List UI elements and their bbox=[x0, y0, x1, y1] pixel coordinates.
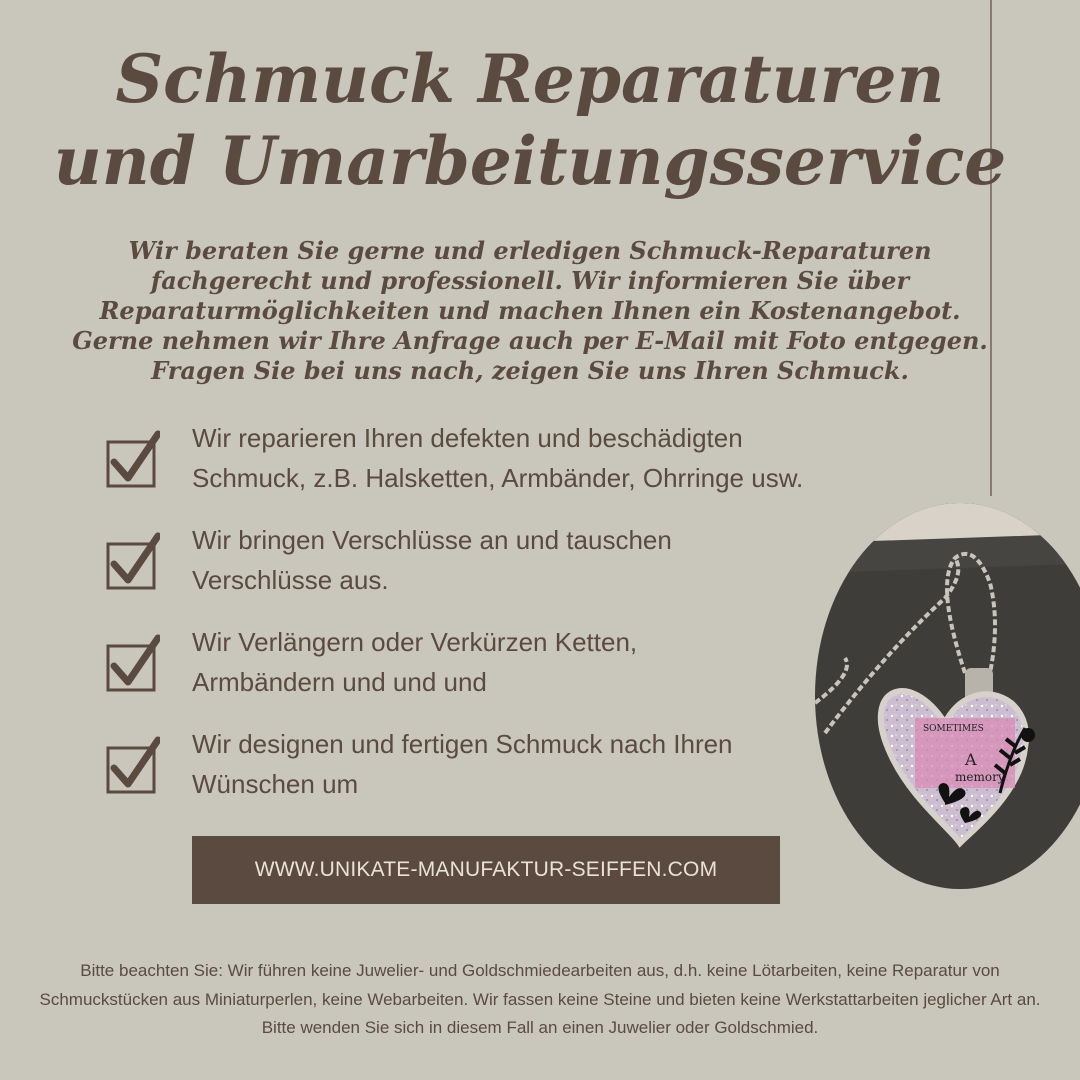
pendant-photo bbox=[815, 503, 1080, 889]
feature-line: Wir Verlängern oder Verkürzen Ketten, bbox=[192, 627, 638, 657]
feature-line: Schmuck, z.B. Halsketten, Armbänder, Ohrringe usw. bbox=[192, 463, 804, 493]
pendant-text: memory bbox=[955, 770, 1005, 784]
checkbox-checked-icon bbox=[106, 430, 160, 488]
list-item bbox=[106, 724, 826, 826]
feature-text bbox=[192, 724, 892, 804]
checkbox-checked-icon bbox=[106, 532, 160, 590]
list-item bbox=[106, 520, 826, 622]
feature-line: Verschlüsse aus. bbox=[192, 565, 389, 595]
pendant-text: A bbox=[965, 750, 977, 769]
feature-line: Wir designen und fertigen Schmuck nach Ihren bbox=[192, 729, 733, 759]
feature-text bbox=[192, 520, 892, 600]
list-item bbox=[106, 622, 826, 724]
page-title: Schmuck Reparaturen und Umarbeitungsservice bbox=[53, 40, 1007, 200]
feature-line: Wünschen um bbox=[192, 769, 359, 799]
checkbox-checked-icon bbox=[106, 736, 160, 794]
feature-text bbox=[192, 622, 892, 702]
list-item bbox=[106, 418, 826, 520]
feature-line: Armbändern und und und bbox=[192, 667, 487, 697]
feature-text bbox=[192, 418, 892, 498]
pendant-text: SOMETIMES bbox=[923, 724, 984, 734]
feature-line: Wir reparieren Ihren defekten und beschädigten bbox=[192, 423, 743, 453]
disclaimer-text: Bitte beachten Sie: Wir führen keine Juwelier- und Goldschmiedearbeiten aus, d.h. keine Lötarbeiten, keine Reparatur von Schmuckstücken aus Miniaturperlen, keine Webarbeiten. Wir fassen keine Steine und bieten keine Werkstattarbeiten jeglicher Art an. Bitte wenden Sie sich in diesem Fall an einen Juwelier oder Goldschmied. bbox=[39, 961, 1041, 1037]
checkbox-checked-icon bbox=[106, 634, 160, 692]
intro-text: Wir beraten Sie gerne und erledigen Schmuck-Reparaturen fachgerecht und professionell. Wir informieren Sie über Reparaturmöglichkeiten und machen Ihnen ein Kostenangebot. Gerne nehmen wir Ihre Anfrage auch per E-Mail mit Foto entgegen. Fragen Sie bei uns nach, zeigen Sie uns Ihren Schmuck. bbox=[72, 236, 988, 385]
website-link-button[interactable]: WWW.UNIKATE-MANUFAKTUR-SEIFFEN.COM bbox=[192, 836, 780, 904]
feature-list bbox=[106, 418, 826, 826]
heart-pendant-image bbox=[815, 503, 1080, 889]
feature-line: Wir bringen Verschlüsse an und tauschen bbox=[192, 525, 672, 555]
